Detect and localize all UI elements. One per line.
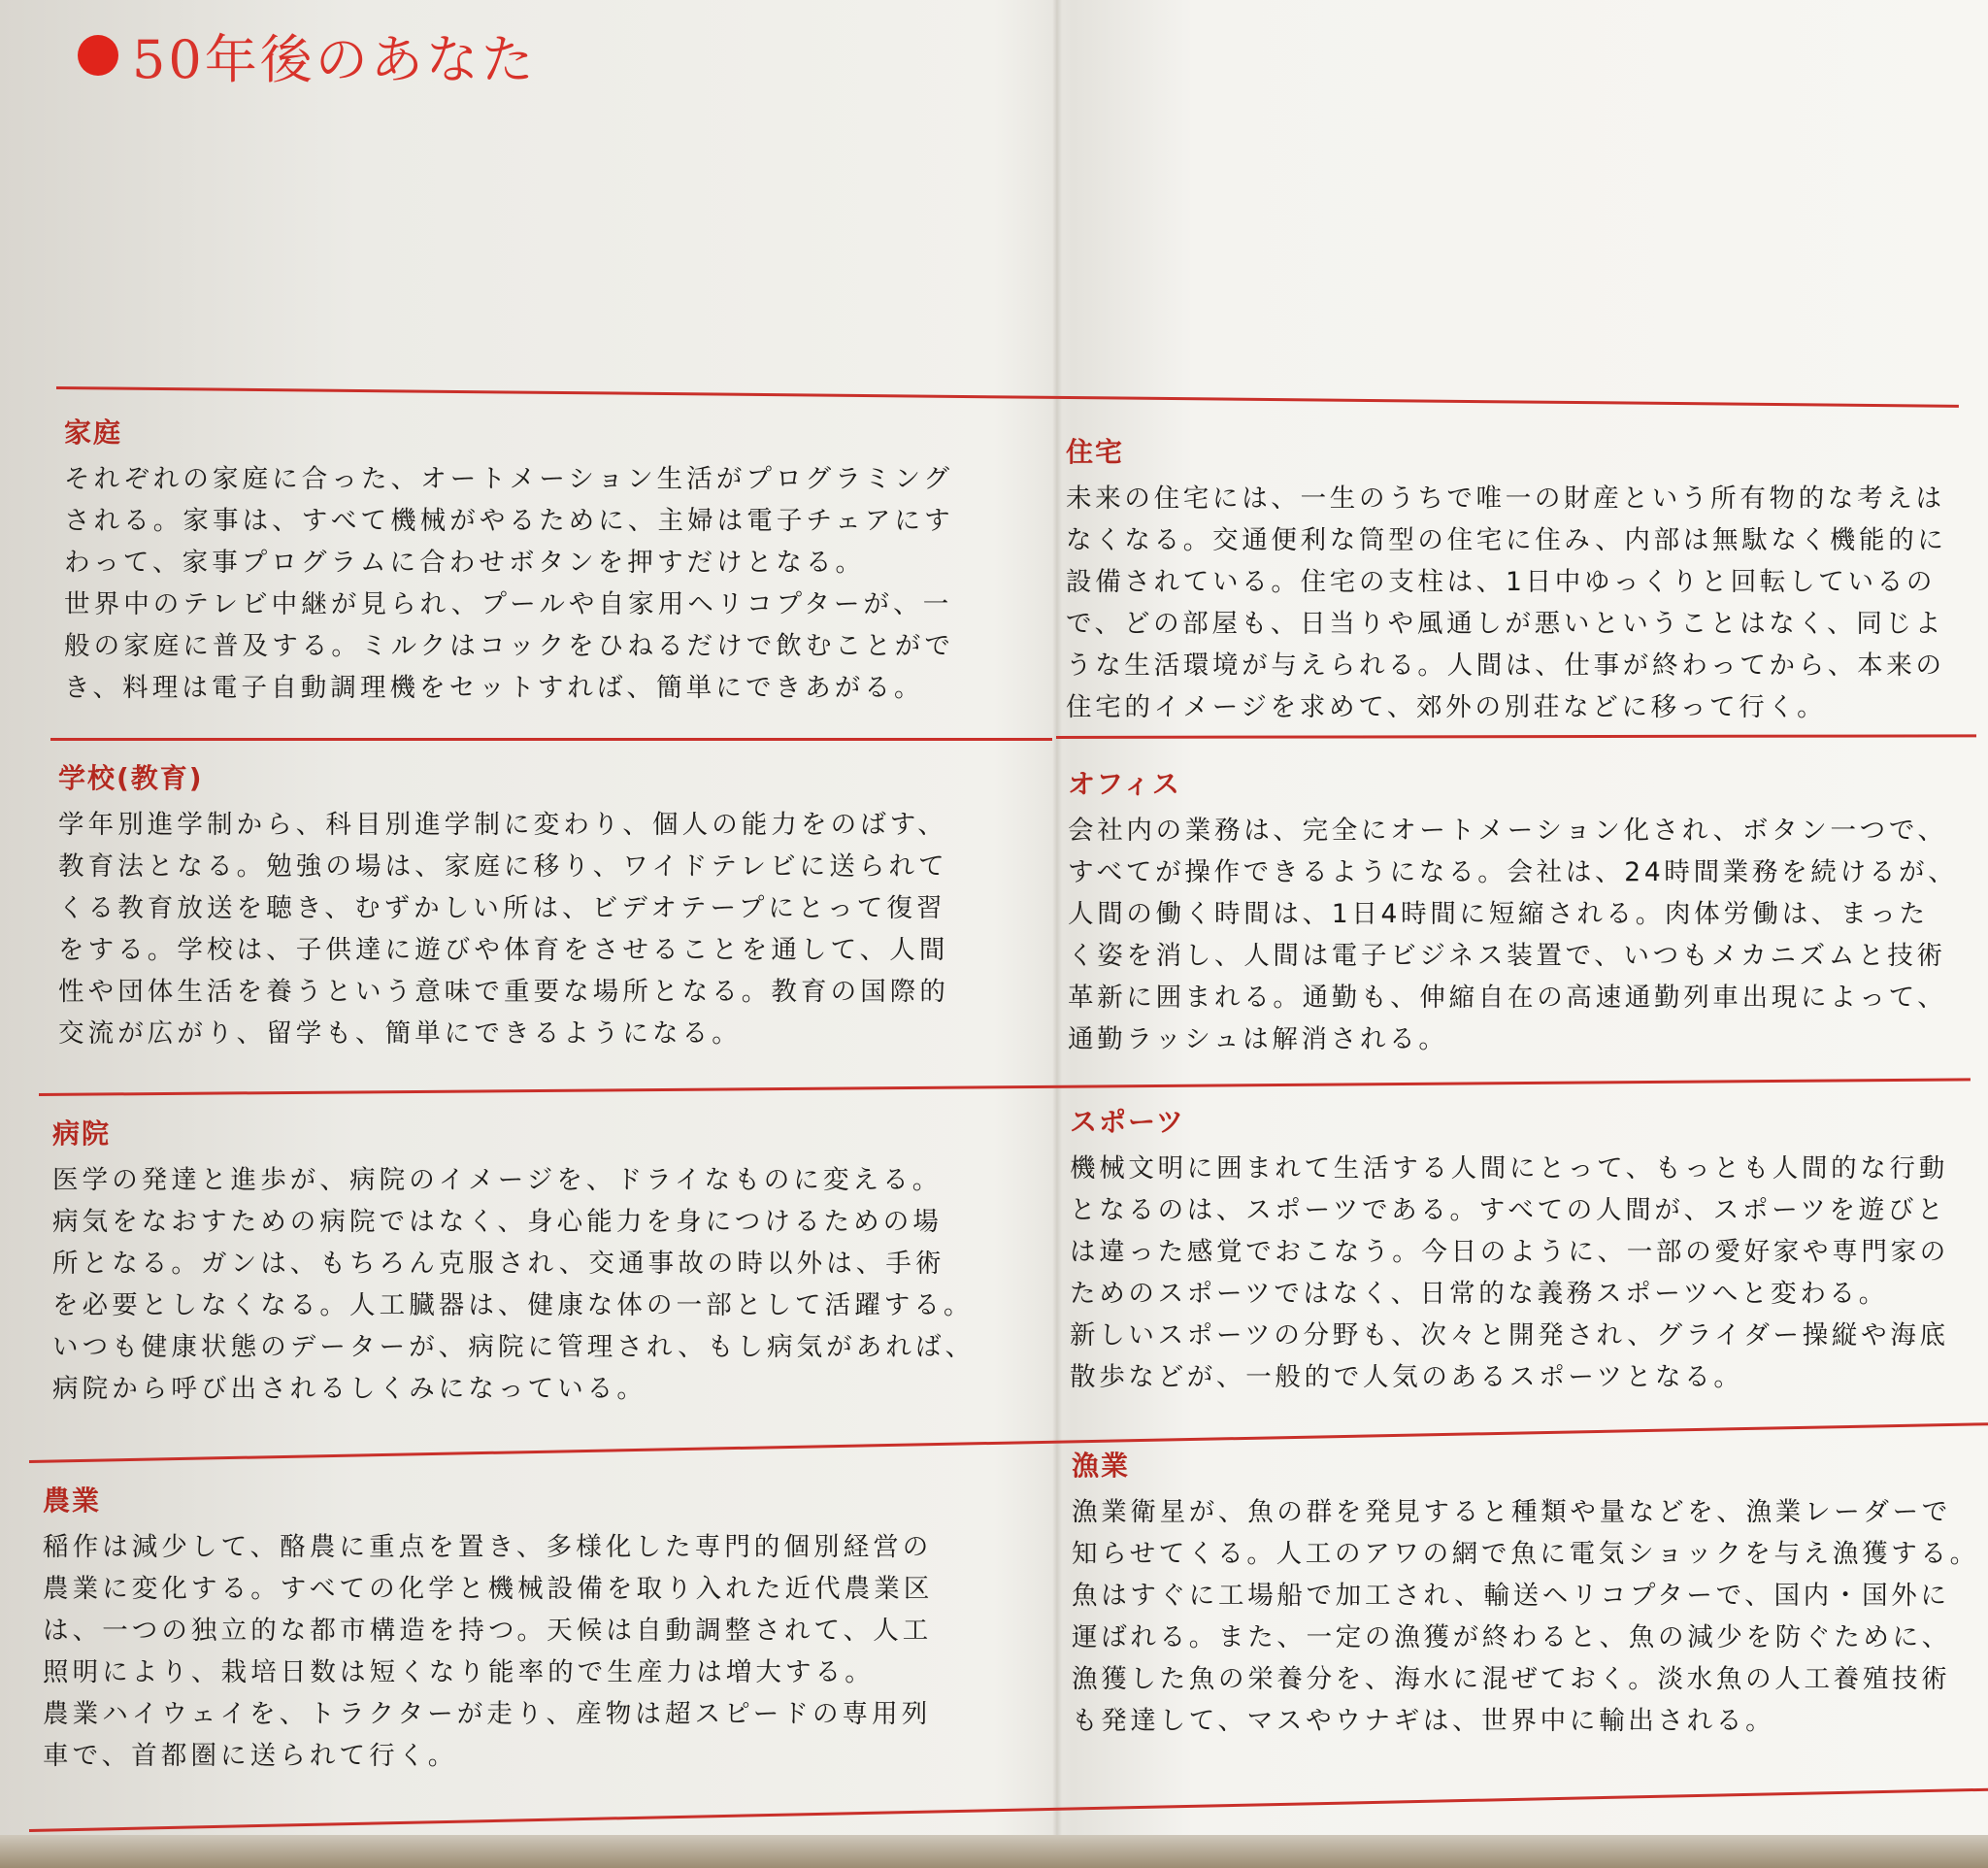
text-line: 農業ハイウェイを、トラクターが走り、産物は超スピードの専用列: [43, 1699, 932, 1729]
text-line: 機械文明に囲まれて生活する人間にとって、もっとも人間的な行動: [1070, 1153, 1948, 1184]
text-line: は違った感覚でおこなう。今日のように、一部の愛好家や専門家の: [1070, 1237, 1949, 1267]
text-line: 会社内の業務は、完全にオートメーション化され、ボタン一つで、: [1068, 816, 1947, 846]
text-line: 車で、首都圏に送られて行く。: [43, 1741, 458, 1771]
text-line: 病気をなおすための病院ではなく、身心能力を身につけるための場: [52, 1207, 943, 1237]
text-line: く姿を消し、人間は電子ビジネス装置で、いつもメカニズムと技術: [1068, 941, 1946, 971]
text-line: うな生活環境が与えられる。人間は、仕事が終わってから、本来の: [1066, 650, 1945, 681]
text-line: 通勤ラッシュは解消される。: [1068, 1024, 1448, 1054]
text-line: は、一つの独立的な都市構造を持つ。天候は自動調整されて、人工: [43, 1616, 933, 1646]
section-heading: 家庭: [64, 417, 123, 449]
text-line: 人間の働く時間は、1日4時間に短縮される。肉体労働は、まった: [1068, 899, 1929, 929]
text-line: わって、家事プログラムに合わせボタンを押すだけとなる。: [64, 548, 866, 578]
text-line: 住宅的イメージを求めて、郊外の別荘などに移って行く。: [1066, 692, 1827, 722]
text-line: 所となる。ガンは、もちろん克服され、交通事故の時以外は、手術: [52, 1249, 945, 1279]
text-line: を必要としなくなる。人工臓器は、健康な体の一部として活躍する。: [52, 1290, 974, 1320]
text-line: ためのスポーツではなく、日常的な義務スポーツへと変わる。: [1070, 1279, 1888, 1309]
text-line: 革新に囲まれる。通勤も、伸縮自在の高速通勤列車出現によって、: [1068, 983, 1947, 1013]
text-line: 魚はすぐに工場船で加工され、輸送ヘリコプターで、国内・国外に: [1072, 1581, 1950, 1611]
page-title: [78, 21, 537, 89]
text-line: 世界中のテレビ中継が見られ、プールや自家用ヘリコプターが、一: [64, 589, 953, 619]
text-line: 漁獲した魚の栄養分を、海水に混ぜておく。淡水魚の人工養殖技術: [1072, 1664, 1951, 1694]
section-housing: [1066, 431, 1947, 728]
text-line: 病院から呼び出されるしくみになっている。: [52, 1374, 646, 1404]
red-bullet-icon: [78, 35, 118, 76]
section-heading: 学校(教育): [58, 762, 204, 794]
text-line: 交流が広がり、留学も、簡単にできるようになる。: [58, 1018, 742, 1049]
text-line: くる教育放送を聴き、むずかしい所は、ビデオテープにとって復習: [58, 893, 946, 923]
text-line: すべてが操作できるようになる。会社は、24時間業務を続けるが、: [1068, 857, 1958, 887]
text-line: される。家事は、すべて機械がやるために、主婦は電子チェアにす: [64, 506, 954, 536]
section-office: [1068, 763, 1957, 1060]
text-line: 医学の発達と進歩が、病院のイメージを、ドライなものに変える。: [52, 1165, 943, 1195]
text-line: も発達して、マスやウナギは、世界中に輸出される。: [1072, 1706, 1775, 1736]
page-fold: [1052, 0, 1062, 1868]
text-line: 照明により、栽培日数は短くなり能率的で生産力は増大する。: [43, 1657, 875, 1687]
text-line: で、どの部屋も、日当りや風通しが悪いということはなく、同じよ: [1066, 609, 1944, 639]
section-heading: 病院: [52, 1117, 112, 1150]
text-line: 般の家庭に普及する。ミルクはコックをひねるだけで飲むことがで: [64, 631, 954, 661]
text-line: なくなる。交通便利な筒型の住宅に住み、内部は無駄なく機能的に: [1066, 525, 1947, 555]
text-line: いつも健康状態のデーターが、病院に管理され、もし病気があれば、: [52, 1332, 976, 1362]
section-heading: 漁業: [1072, 1450, 1131, 1482]
section-hospital: [52, 1113, 975, 1410]
section-sports: [1070, 1101, 1949, 1398]
text-line: 設備されている。住宅の支柱は、1日中ゆっくりと回転しているの: [1066, 567, 1937, 597]
page-title-text: 50年後のあなた: [132, 28, 537, 90]
text-line: 稲作は減少して、酪農に重点を置き、多様化した専門的個別経営の: [43, 1532, 933, 1562]
table-surface: [0, 1835, 1988, 1868]
text-line: 知らせてくる。人工のアワの網で魚に電気ショックを与え漁獲する。: [1072, 1539, 1979, 1569]
section-heading: 住宅: [1066, 436, 1125, 468]
text-line: 漁業衛星が、魚の群を発見すると種類や量などを、漁業レーダーで: [1072, 1497, 1951, 1527]
text-line: 運ばれる。また、一定の漁獲が終わると、魚の減少を防ぐために、: [1072, 1622, 1951, 1652]
section-agriculture: [43, 1480, 933, 1777]
text-line: 散歩などが、一般的で人気のあるスポーツとなる。: [1070, 1362, 1743, 1392]
text-line: それぞれの家庭に合った、オートメーション生活がプログラミング: [64, 464, 954, 494]
text-line: 教育法となる。勉強の場は、家庭に移り、ワイドテレビに送られて: [58, 851, 948, 882]
section-heading: オフィス: [1068, 768, 1181, 800]
divider-left-1: [50, 738, 1052, 741]
text-line: をする。学校は、子供達に遊びや体育をさせることを通して、人間: [58, 935, 949, 965]
text-line: 農業に変化する。すべての化学と機械設備を取り入れた近代農業区: [43, 1574, 934, 1604]
text-line: 性や団体生活を養うという意味で重要な場所となる。教育の国際的: [58, 977, 949, 1007]
text-line: き、料理は電子自動調理機をセットすれば、簡単にできあがる。: [64, 673, 924, 703]
text-line: 未来の住宅には、一生のうちで唯一の財産という所有物的な考えは: [1066, 484, 1945, 514]
section-school: [58, 757, 949, 1054]
text-line: 新しいスポーツの分野も、次々と開発され、グライダー操縦や海底: [1070, 1320, 1949, 1351]
text-line: となるのは、スポーツである。すべての人間が、スポーツを遊びと: [1070, 1195, 1947, 1225]
section-family: [64, 412, 954, 709]
section-fishery: [1072, 1445, 1979, 1742]
section-heading: 農業: [43, 1484, 102, 1517]
section-heading: スポーツ: [1070, 1106, 1185, 1138]
text-line: 学年別進学制から、科目別進学制に変わり、個人の能力をのばす、: [58, 810, 947, 840]
